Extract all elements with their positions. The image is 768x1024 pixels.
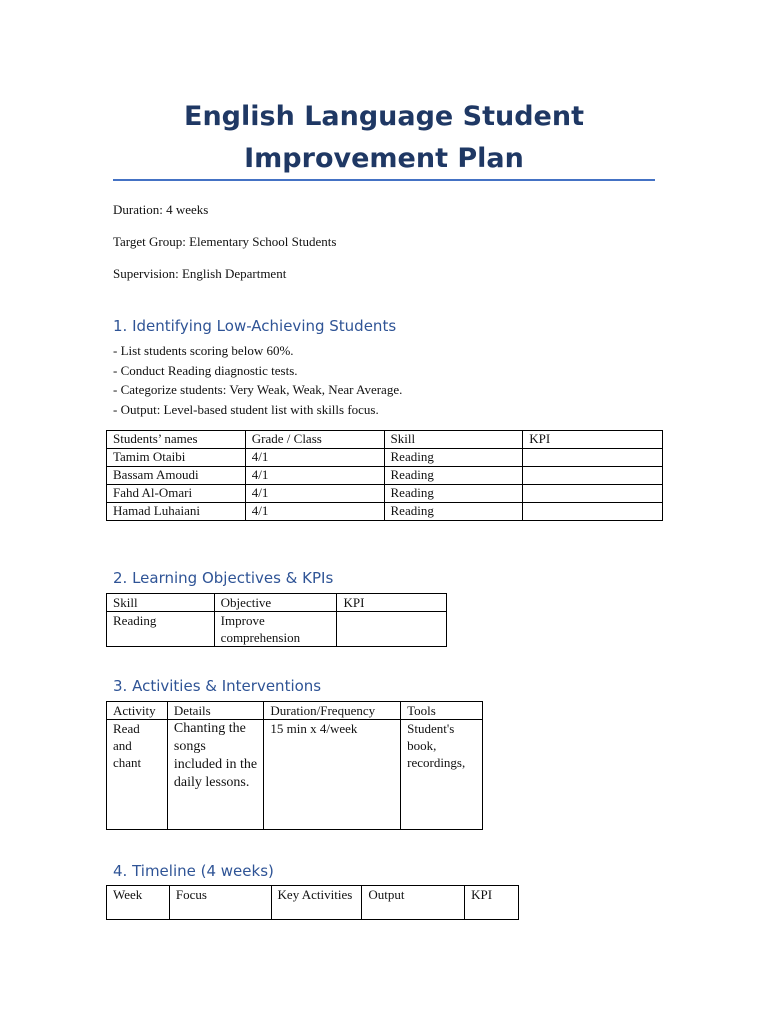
timeline-table bbox=[106, 885, 519, 920]
table-row bbox=[107, 485, 663, 503]
activities-table bbox=[106, 701, 483, 830]
duration-text: Duration: 4 weeks bbox=[113, 202, 209, 217]
header-cell: Key Activities bbox=[271, 886, 362, 920]
table-cell: Improve comprehension bbox=[214, 612, 337, 647]
table-cell: Read and chant bbox=[107, 720, 168, 830]
section-1-heading: 1. Identifying Low-Achieving Students bbox=[113, 317, 397, 335]
header-cell: Objective bbox=[214, 594, 337, 612]
table-header-row bbox=[107, 594, 447, 612]
table-cell: 15 min x 4/week bbox=[264, 720, 401, 830]
table-cell bbox=[523, 485, 663, 503]
table-cell: Reading bbox=[384, 449, 523, 467]
header-cell: Details bbox=[167, 702, 264, 720]
section-2-heading: 2. Learning Objectives & KPIs bbox=[113, 569, 334, 587]
table-row bbox=[107, 612, 447, 647]
table-cell: Hamad Luhaiani bbox=[107, 503, 246, 521]
section-3-heading: 3. Activities & Interventions bbox=[113, 677, 322, 695]
header-cell: KPI bbox=[465, 886, 519, 920]
list-item: - Output: Level-based student list with skills focus. bbox=[113, 401, 379, 417]
list-item: - Categorize students: Very Weak, Weak, Near Average. bbox=[113, 382, 403, 397]
supervision-text: Supervision: English Department bbox=[113, 266, 287, 281]
table-cell bbox=[523, 467, 663, 485]
table-cell: Reading bbox=[384, 503, 523, 521]
header-cell: KPI bbox=[523, 431, 663, 449]
table-cell: 4/1 bbox=[245, 449, 384, 467]
list-item: - List students scoring below 60%. bbox=[113, 343, 294, 358]
header-cell: KPI bbox=[337, 594, 447, 612]
table-row bbox=[107, 720, 483, 830]
header-cell: Students’ names bbox=[107, 431, 246, 449]
header-cell: Focus bbox=[169, 886, 271, 920]
header-cell: Skill bbox=[384, 431, 523, 449]
header-cell: Output bbox=[362, 886, 465, 920]
table-header-row bbox=[107, 431, 663, 449]
table-header-row bbox=[107, 702, 483, 720]
header-cell: Week bbox=[107, 886, 170, 920]
document-title bbox=[0, 96, 768, 180]
target-group-text: Target Group: Elementary School Students bbox=[113, 234, 337, 249]
table-row bbox=[107, 503, 663, 521]
list-item: - Conduct Reading diagnostic tests. bbox=[113, 362, 298, 378]
table-row bbox=[107, 467, 663, 485]
table-cell: 4/1 bbox=[245, 503, 384, 521]
title-line-1: English Language Student bbox=[184, 101, 584, 132]
table-cell bbox=[337, 612, 447, 647]
table-cell: Reading bbox=[384, 485, 523, 503]
header-cell: Activity bbox=[107, 702, 168, 720]
table-cell: Reading bbox=[107, 612, 215, 647]
students-table bbox=[106, 430, 663, 521]
table-cell: Chanting the songs included in the daily lessons. bbox=[167, 720, 264, 830]
table-cell bbox=[523, 449, 663, 467]
table-row bbox=[107, 449, 663, 467]
objectives-table bbox=[106, 593, 447, 647]
header-cell: Tools bbox=[401, 702, 483, 720]
table-header-row bbox=[107, 886, 519, 920]
table-cell: Fahd Al-Omari bbox=[107, 485, 246, 503]
section-4-heading: 4. Timeline (4 weeks) bbox=[113, 862, 274, 880]
section-1-bullets bbox=[113, 341, 402, 419]
table-cell: 4/1 bbox=[245, 485, 384, 503]
header-cell: Skill bbox=[107, 594, 215, 612]
table-cell: Student's book, recordings, bbox=[401, 720, 483, 830]
table-cell: 4/1 bbox=[245, 467, 384, 485]
header-cell: Duration/Frequency bbox=[264, 702, 401, 720]
title-line-2: Improvement Plan bbox=[244, 143, 524, 174]
table-cell bbox=[523, 503, 663, 521]
table-cell: Tamim Otaibi bbox=[107, 449, 246, 467]
table-cell: Bassam Amoudi bbox=[107, 467, 246, 485]
title-divider bbox=[113, 179, 655, 181]
table-cell: Reading bbox=[384, 467, 523, 485]
header-cell: Grade / Class bbox=[245, 431, 384, 449]
